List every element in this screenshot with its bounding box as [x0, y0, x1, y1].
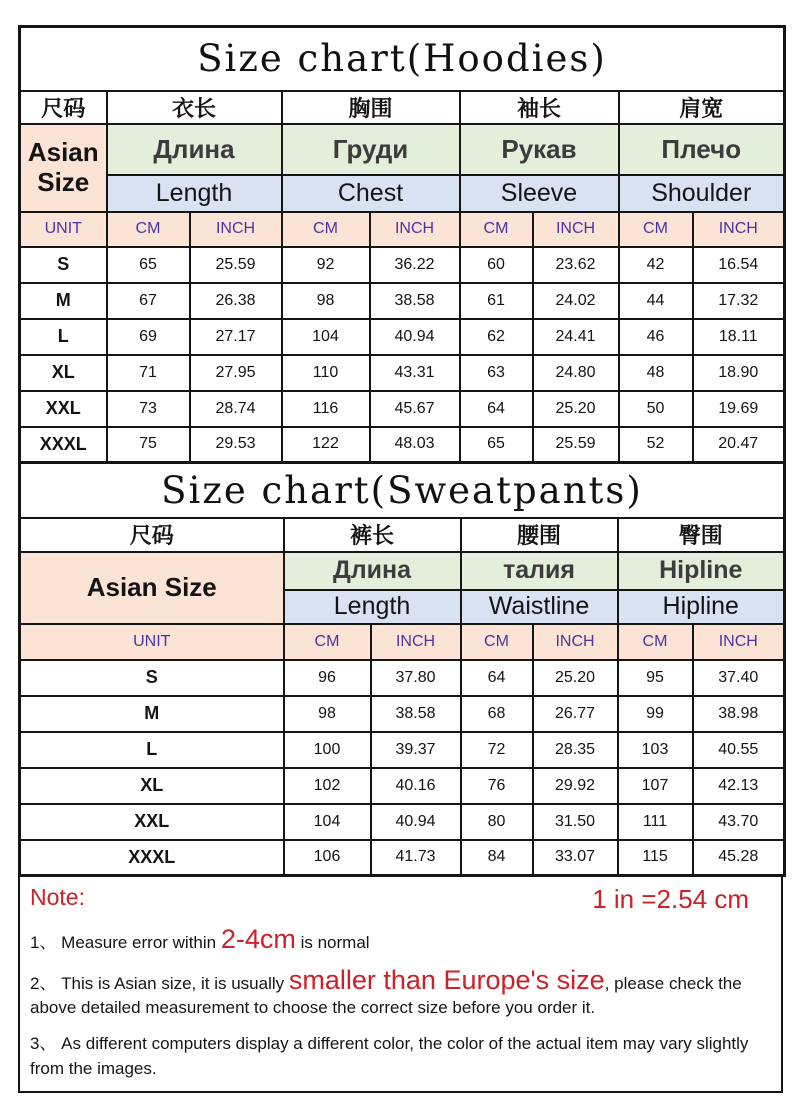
value-cell: 37.80 — [371, 660, 461, 696]
value-cell: 26.38 — [190, 283, 282, 319]
table-row — [20, 319, 785, 355]
table-row — [20, 804, 785, 840]
value-cell: 63 — [460, 355, 533, 391]
value-cell: 19.69 — [693, 391, 785, 427]
col-header-ru: Груди — [282, 124, 460, 175]
value-cell: 80 — [461, 804, 533, 840]
value-cell: 62 — [460, 319, 533, 355]
table-row — [20, 696, 785, 732]
unit-header-cell: UNIT — [20, 624, 284, 660]
note-2-highlight: smaller than Europe's size — [288, 964, 605, 995]
note-label: Note: — [30, 884, 85, 910]
note-1-text: 1、 Measure error within — [30, 933, 221, 952]
value-cell: 103 — [618, 732, 693, 768]
col-header-ru: Длина — [107, 124, 282, 175]
table-row — [20, 27, 785, 91]
value-cell: 25.20 — [533, 660, 618, 696]
unit-header-cell: INCH — [533, 624, 618, 660]
value-cell: 60 — [460, 247, 533, 283]
table-row — [20, 732, 785, 768]
value-cell: 26.77 — [533, 696, 618, 732]
value-cell: 40.55 — [693, 732, 785, 768]
value-cell: 111 — [618, 804, 693, 840]
notes-header — [28, 882, 769, 915]
table-row — [20, 518, 785, 552]
table-row — [20, 427, 785, 463]
value-cell: 24.80 — [533, 355, 619, 391]
col-header-cn: 臀围 — [618, 518, 785, 552]
unit-header-cell: CM — [107, 212, 190, 247]
value-cell: 68 — [461, 696, 533, 732]
table-row — [20, 768, 785, 804]
value-cell: 33.07 — [533, 840, 618, 876]
value-cell: 64 — [460, 391, 533, 427]
note-1-highlight: 2-4cm — [220, 924, 296, 954]
value-cell: 99 — [618, 696, 693, 732]
unit-header-cell: INCH — [533, 212, 619, 247]
value-cell: 107 — [618, 768, 693, 804]
unit-header-cell: INCH — [370, 212, 460, 247]
value-cell: 24.02 — [533, 283, 619, 319]
value-cell: 44 — [619, 283, 693, 319]
unit-header-cell: CM — [618, 624, 693, 660]
value-cell: 65 — [460, 427, 533, 463]
value-cell: 20.47 — [693, 427, 785, 463]
sweatpants-title: Size chart(Sweatpants) — [20, 463, 785, 518]
value-cell: 40.94 — [371, 804, 461, 840]
value-cell: 31.50 — [533, 804, 618, 840]
value-cell: 84 — [461, 840, 533, 876]
value-cell: 104 — [284, 804, 371, 840]
value-cell: 115 — [618, 840, 693, 876]
unit-header-cell: CM — [461, 624, 533, 660]
col-header-ru: талия — [461, 552, 618, 590]
col-header-en: Length — [107, 175, 282, 212]
value-cell: 23.62 — [533, 247, 619, 283]
value-cell: 40.94 — [370, 319, 460, 355]
col-header-cn: 袖长 — [460, 91, 619, 124]
unit-header-cell: INCH — [190, 212, 282, 247]
value-cell: 106 — [284, 840, 371, 876]
value-cell: 17.32 — [693, 283, 785, 319]
value-cell: 39.37 — [371, 732, 461, 768]
value-cell: 50 — [619, 391, 693, 427]
hoodies-size-table — [18, 25, 786, 464]
value-cell: 46 — [619, 319, 693, 355]
value-cell: 24.41 — [533, 319, 619, 355]
size-label-cell: S — [20, 247, 107, 283]
value-cell: 25.59 — [533, 427, 619, 463]
col-header-ru: Рукав — [460, 124, 619, 175]
table-row — [20, 463, 785, 518]
value-cell: 96 — [284, 660, 371, 696]
unit-header-cell: CM — [282, 212, 370, 247]
table-row — [20, 660, 785, 696]
unit-header-cell: INCH — [371, 624, 461, 660]
size-label-cell: XXL — [20, 391, 107, 427]
note-2-text: 2、 This is Asian size, it is usually — [30, 973, 289, 993]
value-cell: 18.11 — [693, 319, 785, 355]
value-cell: 122 — [282, 427, 370, 463]
size-label-cell: L — [20, 319, 107, 355]
size-label-cell: S — [20, 660, 284, 696]
table-row — [20, 552, 785, 590]
value-cell: 71 — [107, 355, 190, 391]
table-row — [20, 247, 785, 283]
unit-header-cell: INCH — [693, 624, 785, 660]
col-header-ru: Плечо — [619, 124, 785, 175]
value-cell: 65 — [107, 247, 190, 283]
unit-header-cell: CM — [460, 212, 533, 247]
value-cell: 25.20 — [533, 391, 619, 427]
table-row — [20, 283, 785, 319]
value-cell: 28.74 — [190, 391, 282, 427]
value-cell: 41.73 — [371, 840, 461, 876]
asian-size-line1: Asian — [27, 137, 99, 168]
note-3-text: 3、 As different computers display a different color, the color of the actual item may vary slightly from the images. — [30, 1033, 749, 1078]
inch-cm-conversion: 1 in =2.54 cm — [592, 884, 749, 914]
size-label-cell: XXXL — [20, 427, 107, 463]
col-header-cn: 腰围 — [461, 518, 618, 552]
table-row — [20, 175, 785, 212]
value-cell: 16.54 — [693, 247, 785, 283]
value-cell: 29.53 — [190, 427, 282, 463]
table-row — [20, 91, 785, 124]
size-label-cell: M — [20, 283, 107, 319]
value-cell: 27.95 — [190, 355, 282, 391]
unit-header-cell: CM — [619, 212, 693, 247]
col-header-en: Length — [284, 590, 461, 624]
col-header-ru: Hipline — [618, 552, 785, 590]
col-header-cn: 尺码 — [20, 518, 284, 552]
table-row — [20, 124, 785, 175]
size-label-cell: XL — [20, 768, 284, 804]
notes-box — [18, 875, 783, 1093]
table-row — [20, 624, 785, 660]
value-cell: 98 — [282, 283, 370, 319]
value-cell: 61 — [460, 283, 533, 319]
value-cell: 67 — [107, 283, 190, 319]
value-cell: 38.58 — [371, 696, 461, 732]
col-header-en: Sleeve — [460, 175, 619, 212]
value-cell: 92 — [282, 247, 370, 283]
table-row — [20, 355, 785, 391]
table-row — [20, 391, 785, 427]
asian-size-line2: Size — [37, 166, 90, 197]
value-cell: 27.17 — [190, 319, 282, 355]
value-cell: 64 — [461, 660, 533, 696]
table-row — [20, 840, 785, 876]
size-label-cell: XXXL — [20, 840, 284, 876]
value-cell: 76 — [461, 768, 533, 804]
note-item-2 — [28, 964, 769, 1021]
value-cell: 43.70 — [693, 804, 785, 840]
value-cell: 116 — [282, 391, 370, 427]
value-cell: 45.67 — [370, 391, 460, 427]
value-cell: 95 — [618, 660, 693, 696]
col-header-ru: Длина — [284, 552, 461, 590]
value-cell: 42.13 — [693, 768, 785, 804]
value-cell: 42 — [619, 247, 693, 283]
col-header-en: Chest — [282, 175, 460, 212]
value-cell: 110 — [282, 355, 370, 391]
note-1-text-suffix: is normal — [295, 933, 370, 952]
size-label-cell: XL — [20, 355, 107, 391]
col-header-en: Hipline — [618, 590, 785, 624]
value-cell: 73 — [107, 391, 190, 427]
hoodies-title: Size chart(Hoodies) — [20, 27, 785, 91]
value-cell: 72 — [461, 732, 533, 768]
asian-size-cell — [20, 124, 107, 212]
value-cell: 48 — [619, 355, 693, 391]
col-header-cn: 尺码 — [20, 91, 107, 124]
value-cell: 100 — [284, 732, 371, 768]
value-cell: 37.40 — [693, 660, 785, 696]
unit-header-cell: UNIT — [20, 212, 107, 247]
sweatpants-size-table — [18, 461, 786, 877]
value-cell: 38.98 — [693, 696, 785, 732]
value-cell: 48.03 — [370, 427, 460, 463]
value-cell: 45.28 — [693, 840, 785, 876]
unit-header-cell: INCH — [693, 212, 785, 247]
value-cell: 102 — [284, 768, 371, 804]
value-cell: 38.58 — [370, 283, 460, 319]
note-2-text-suffix: , please check the above detailed measurement to choose the correct size before you order it. — [30, 973, 742, 1018]
col-header-cn: 裤长 — [284, 518, 461, 552]
size-label-cell: XXL — [20, 804, 284, 840]
value-cell: 69 — [107, 319, 190, 355]
value-cell: 52 — [619, 427, 693, 463]
value-cell: 75 — [107, 427, 190, 463]
value-cell: 43.31 — [370, 355, 460, 391]
col-header-en: Shoulder — [619, 175, 785, 212]
value-cell: 104 — [282, 319, 370, 355]
value-cell: 36.22 — [370, 247, 460, 283]
value-cell: 98 — [284, 696, 371, 732]
note-item-1 — [28, 926, 769, 956]
value-cell: 18.90 — [693, 355, 785, 391]
size-label-cell: L — [20, 732, 284, 768]
unit-header-cell: CM — [284, 624, 371, 660]
value-cell: 29.92 — [533, 768, 618, 804]
col-header-cn: 胸围 — [282, 91, 460, 124]
col-header-cn: 肩宽 — [619, 91, 785, 124]
note-item-3 — [28, 1032, 769, 1081]
value-cell: 40.16 — [371, 768, 461, 804]
value-cell: 28.35 — [533, 732, 618, 768]
table-row — [20, 212, 785, 247]
value-cell: 25.59 — [190, 247, 282, 283]
size-label-cell: M — [20, 696, 284, 732]
col-header-cn: 衣长 — [107, 91, 282, 124]
asian-size-cell: Asian Size — [20, 552, 284, 624]
col-header-en: Waistline — [461, 590, 618, 624]
